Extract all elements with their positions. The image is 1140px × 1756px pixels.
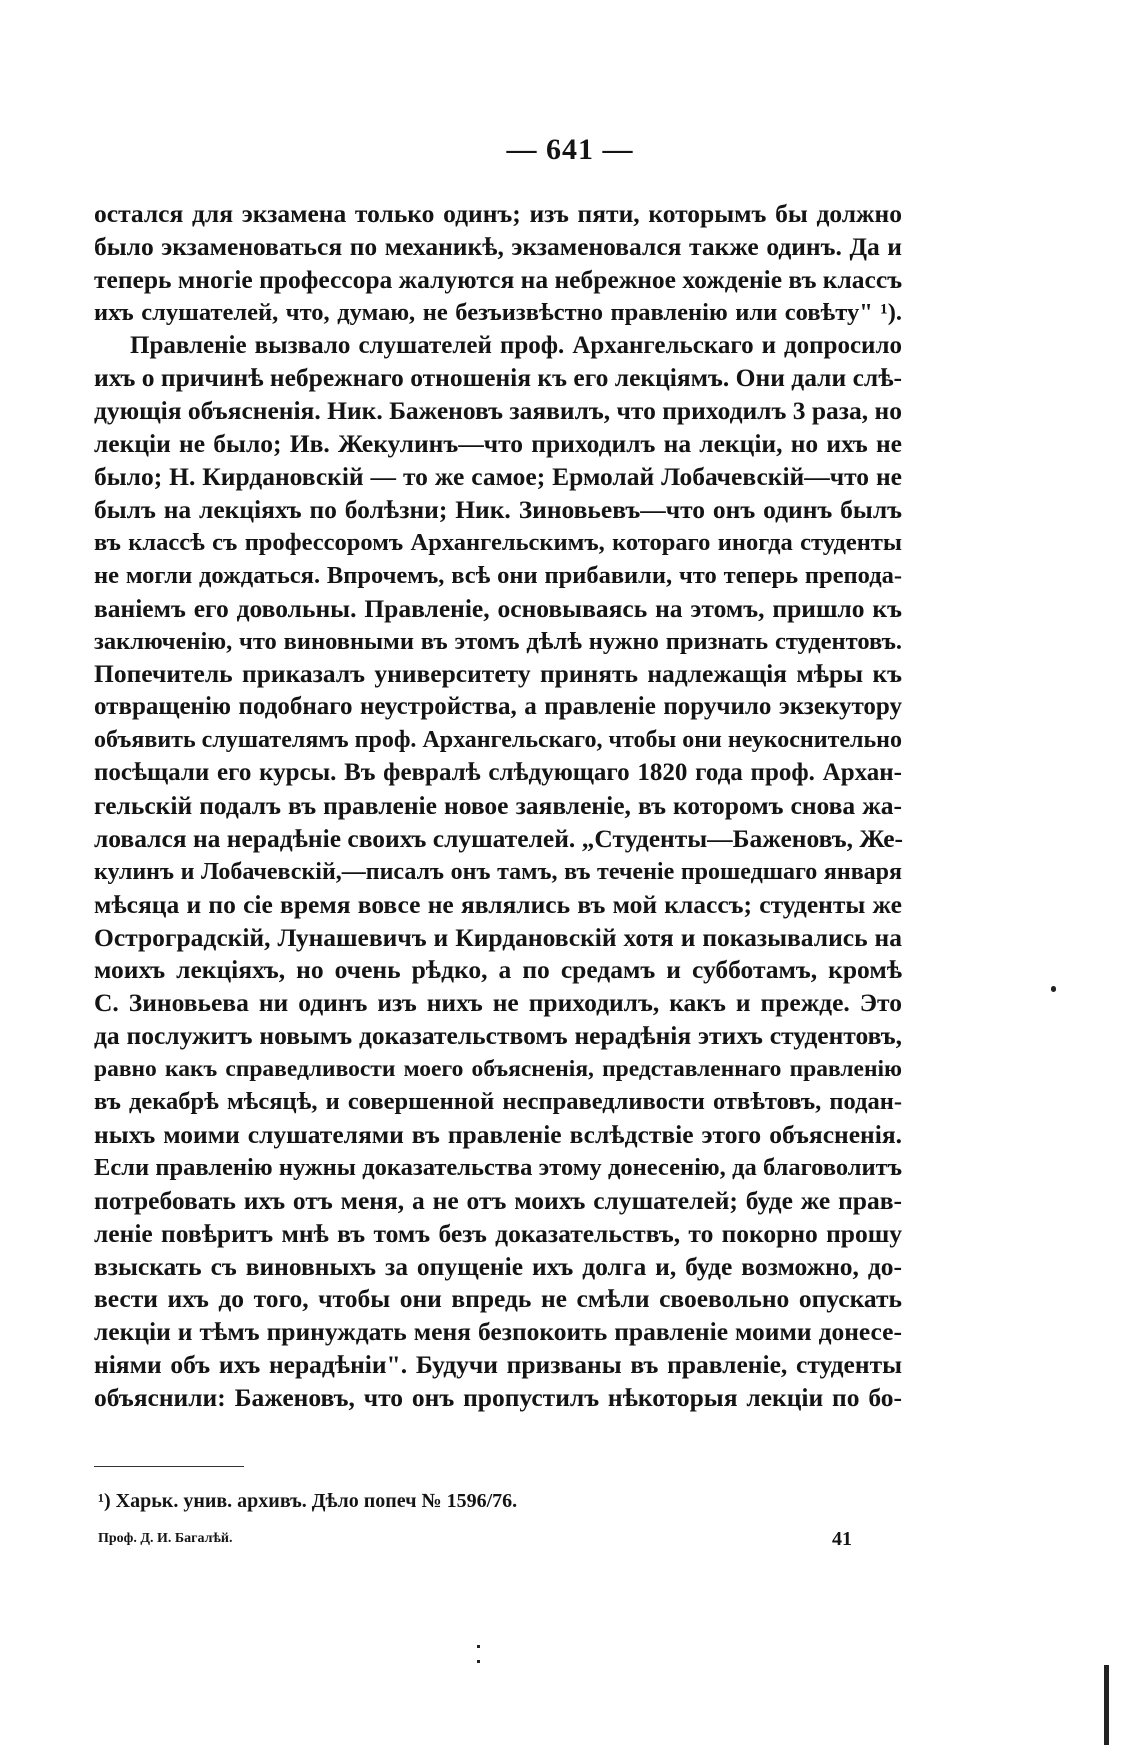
sheet-number: 41 [832, 1528, 852, 1550]
text-line: отвращенію подобнаго неустройства, а правленіе поручило экзекутору [94, 693, 902, 721]
text-line: ловался на нерадѣніе своихъ слушателей. „Студенты—Баженовъ, Же- [94, 823, 904, 853]
text-line: объявить слушателямъ проф. Архангельскаго, чтобы они неукоснительно [94, 727, 902, 754]
text-line: объяснили: Баженовъ, что онъ пропустилъ нѣкоторыя лекціи по бо- [94, 1383, 902, 1413]
scan-speck [477, 1645, 480, 1648]
text-line: теперь многіе профессора жалуются на небрежное хожденіе въ классъ [94, 264, 903, 294]
text-line: Правленіе вызвало слушателей проф. Архангельскаго и допросило [130, 331, 902, 359]
text-line: ваніемъ его довольны. Правленіе, основываясь на этомъ, пришло къ [94, 593, 902, 623]
text-line: было; Н. Кирдановскій — то же самое; Ермолай Лобачевскій—что не [94, 462, 902, 492]
text-line: потребовать ихъ отъ меня, а не отъ моихъ слушателей; буде же прав- [94, 1185, 902, 1215]
text-line: ихъ слушателей, что, думаю, не безъизвѣстно правленію или совѣту" ¹). [94, 298, 902, 326]
text-line: С. Зиновьева ни одинъ изъ нихъ не приходилъ, какъ и прежде. Это [94, 988, 902, 1018]
text-line: посѣщали его курсы. Въ февралѣ слѣдующаго 1820 года проф. Архан- [94, 759, 902, 787]
text-line: остался для экзамена только одинъ; изъ пяти, которымъ бы должно [94, 199, 902, 228]
text-line: ныхъ моими слушателями въ правленіе вслѣдствіе этого объясненія. [94, 1119, 902, 1149]
text-line: Если правленію нужны доказательства этому донесенію, да благоволитъ [94, 1153, 902, 1181]
text-line: моихъ лекціяхъ, но очень рѣдко, а по средамъ и субботамъ, кромѣ [94, 955, 902, 985]
text-line: не могли дождаться. Впрочемъ, всѣ они прибавили, что теперь препода- [94, 561, 902, 589]
scan-edge-mark [1104, 1665, 1109, 1745]
footnote-rule [94, 1466, 244, 1467]
scan-speck [1051, 986, 1056, 992]
text-line: Остроградскій, Лунашевичъ и Кирдановскій хотя и показывались на [94, 922, 902, 952]
main-text [94, 198, 902, 1415]
text-line: леніе повѣритъ мнѣ въ томъ безъ доказательствъ, то покорно прошу [94, 1218, 902, 1248]
text-line: заключенію, что виновными въ этомъ дѣлѣ нужно признать студентовъ. [94, 627, 902, 655]
text-line: взыскать съ виновныхъ за опущеніе ихъ долга и, буде возможно, до- [94, 1251, 902, 1281]
text-line: въ декабрѣ мѣсяцѣ, и совершенной несправедливости отвѣтовъ, подан- [94, 1088, 902, 1116]
signature-line: Проф. Д. И. Багалѣй. [98, 1531, 233, 1546]
text-line: да послужитъ новымъ доказательствомъ нерадѣнія этихъ студентовъ, [94, 1021, 902, 1051]
text-line: лекціи не было; Ив. Жекулинъ—что приходилъ на лекціи, но ихъ не [94, 429, 902, 459]
text-line: равно какъ справедливости моего объясненія, представленнаго правленію [94, 1056, 902, 1083]
text-line: кулинъ и Лобачевскій,—писалъ онъ тамъ, въ теченіе прошедшаго января [94, 858, 902, 885]
scan-speck [477, 1660, 480, 1663]
text-line: былъ на лекціяхъ по болѣзни; Ник. Зиновьевъ—что онъ одинъ былъ [94, 495, 902, 525]
text-line: мѣсяца и по сіе время вовсе не являлись въ мой классъ; студенты же [94, 889, 902, 919]
text-line: ихъ о причинѣ небрежнаго отношенія къ его лекціямъ. Они дали слѣ- [94, 363, 902, 393]
footnote: ¹) Харьк. унив. архивъ. Дѣло попеч № 1596/76. [98, 1490, 518, 1512]
text-line: вести ихъ до того, чтобы они впредь не смѣли своевольно опускать [94, 1284, 902, 1314]
text-line: дующія объясненія. Ник. Баженовъ заявилъ, что приходилъ 3 раза, но [94, 396, 902, 426]
text-line: въ классѣ съ профессоромъ Архангельскимъ, котораго иногда студенты [94, 528, 902, 556]
text-line: Попечитель приказалъ университету принять надлежащія мѣры къ [94, 659, 902, 689]
text-line: ніями объ ихъ нерадѣніи". Будучи призваны въ правленіе, студенты [94, 1350, 902, 1380]
text-line: гельскій подалъ въ правленіе новое заявленіе, въ которомъ снова жа- [94, 791, 902, 821]
text-line: лекціи и тѣмъ принуждать меня безпокоить правленіе моими донесе- [94, 1317, 902, 1347]
text-line: было экзаменоваться по механикѣ, экзаменовался также одинъ. Да и [94, 231, 902, 261]
page-number: — 641 — [506, 133, 634, 166]
